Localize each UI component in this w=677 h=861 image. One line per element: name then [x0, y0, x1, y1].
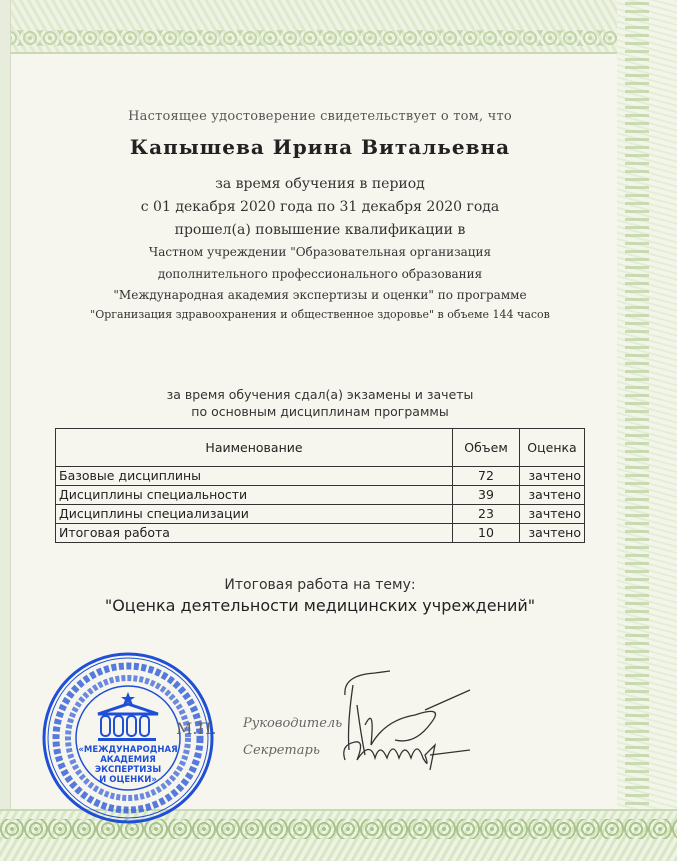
discipline-name: Дисциплины специальности: [56, 486, 453, 505]
recipient-name: Капышева Ирина Витальевна: [129, 135, 511, 159]
table-row: [56, 524, 585, 543]
organization-seal-stamp: [38, 648, 218, 828]
svg-text:«МЕЖДУНАРОДНАЯ: «МЕЖДУНАРОДНАЯ: [78, 745, 178, 755]
table-row: [56, 467, 585, 486]
program-line: "Организация здравоохранения и общественное здоровье" в объеме 144 часов: [90, 308, 550, 321]
discipline-volume: 39: [453, 486, 520, 505]
col-header-volume: Объем: [453, 429, 520, 467]
discipline-grade: зачтено: [520, 467, 585, 486]
period-line-2: с 01 декабря 2020 года по 31 декабря 2020 года: [140, 199, 500, 215]
guilloche-top-border: [0, 0, 677, 54]
svg-text:ЭКСПЕРТИЗЫ: ЭКСПЕРТИЗЫ: [94, 765, 162, 775]
discipline-volume: 23: [453, 505, 520, 524]
org-line-2: дополнительного профессионального образования: [157, 267, 483, 281]
discipline-name: Дисциплины специализации: [56, 505, 453, 524]
col-header-name: Наименование: [56, 429, 453, 467]
intro-text: Настоящее удостоверение свидетельствует о том, что: [128, 109, 512, 124]
exams-caption-2: по основным дисциплинам программы: [191, 404, 449, 419]
exams-caption-1: за время обучения сдал(а) экзамены и зачеты: [166, 387, 474, 402]
discipline-volume: 72: [453, 467, 520, 486]
svg-text:И ОЦЕНКИ»: И ОЦЕНКИ»: [99, 775, 157, 785]
table-row: [56, 505, 585, 524]
secretary-signature: [335, 730, 475, 780]
final-work-title: "Оценка деятельности медицинских учреждений": [104, 596, 536, 615]
final-work-label: Итоговая работа на тему:: [224, 577, 416, 593]
page-left-edge: [0, 0, 11, 861]
discipline-name: Итоговая работа: [56, 524, 453, 543]
table-row: [56, 486, 585, 505]
period-line-3: прошел(а) повышение квалификации в: [174, 222, 466, 238]
table-header-row: [56, 429, 585, 467]
svg-text:АКАДЕМИЯ: АКАДЕМИЯ: [100, 755, 156, 765]
discipline-name: Базовые дисциплины: [56, 467, 453, 486]
disciplines-table: [55, 428, 585, 543]
discipline-grade: зачтено: [520, 505, 585, 524]
stamp-place-label: М.П.: [176, 719, 217, 738]
org-line-1: Частном учреждении "Образовательная организация: [148, 245, 492, 259]
guilloche-right-border: [617, 0, 677, 861]
discipline-volume: 10: [453, 524, 520, 543]
col-header-grade: Оценка: [520, 429, 585, 467]
secretary-label: Секретарь: [243, 743, 320, 758]
discipline-grade: зачтено: [520, 486, 585, 505]
period-line-1: за время обучения в период: [215, 176, 425, 192]
discipline-grade: зачтено: [520, 524, 585, 543]
director-label: Руководитель: [243, 716, 343, 731]
org-line-3: "Международная академия экспертизы и оценки" по программе: [113, 288, 527, 302]
